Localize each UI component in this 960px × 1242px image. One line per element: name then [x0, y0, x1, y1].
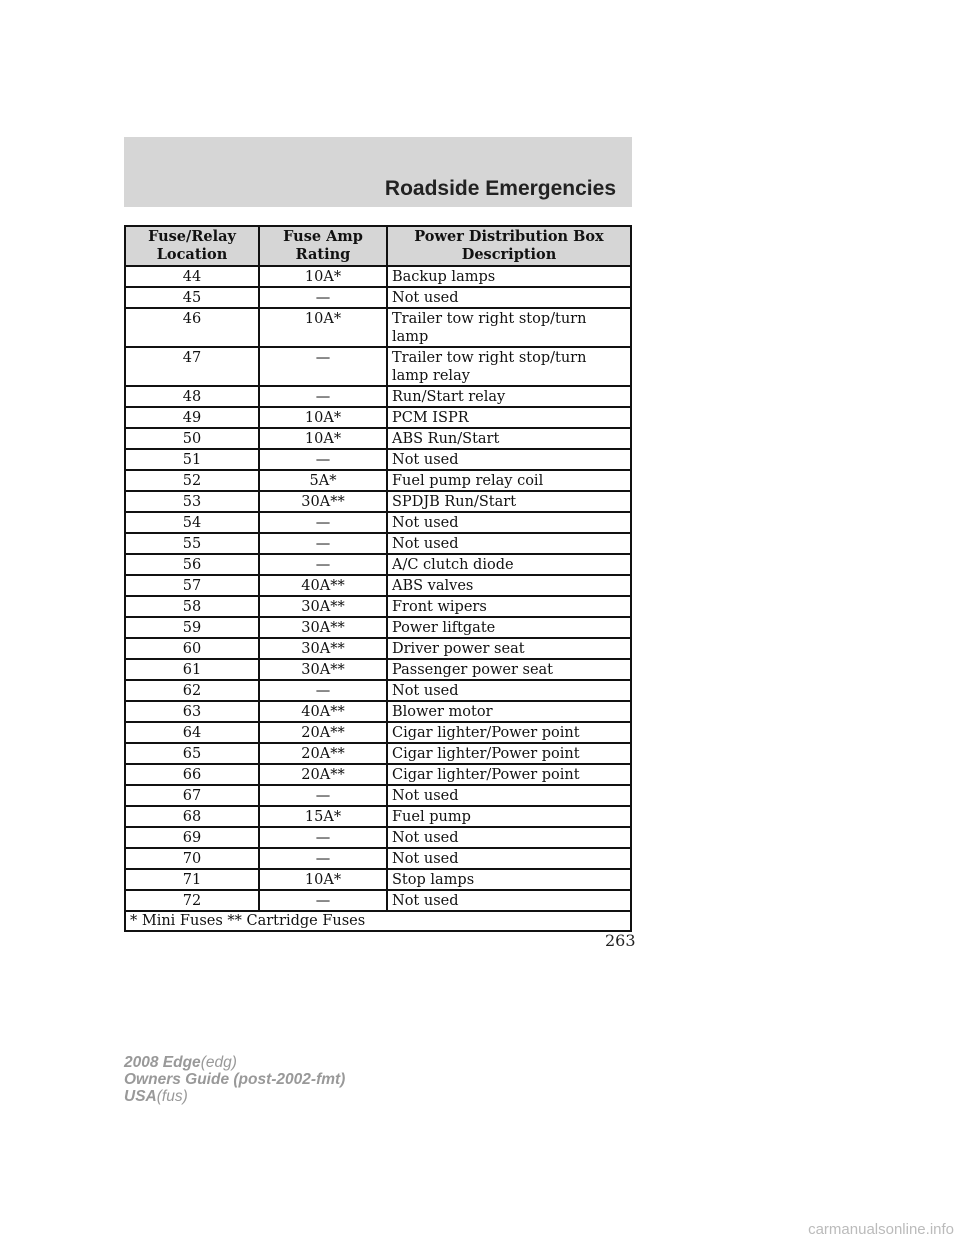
cell-location: 66	[125, 764, 259, 785]
table-row	[125, 596, 631, 617]
header-location-line1: Fuse/Relay	[148, 228, 236, 245]
cell-amp-rating: —	[259, 287, 387, 308]
cell-amp-rating: —	[259, 533, 387, 554]
table-row	[125, 575, 631, 596]
cell-description: Run/Start relay	[387, 386, 631, 407]
cell-description: A/C clutch diode	[387, 554, 631, 575]
table-row	[125, 470, 631, 491]
table-row	[125, 785, 631, 806]
cell-location: 70	[125, 848, 259, 869]
table-footnote: * Mini Fuses ** Cartridge Fuses	[125, 911, 631, 931]
column-header-location	[125, 226, 259, 266]
cell-location: 54	[125, 512, 259, 533]
table-row	[125, 266, 631, 287]
cell-amp-rating: —	[259, 554, 387, 575]
cell-location: 60	[125, 638, 259, 659]
cell-description: Not used	[387, 287, 631, 308]
cell-description: Driver power seat	[387, 638, 631, 659]
footer-market-code: (fus)	[156, 1088, 188, 1105]
cell-description: Not used	[387, 827, 631, 848]
table-row	[125, 449, 631, 470]
cell-location: 56	[125, 554, 259, 575]
cell-location: 65	[125, 743, 259, 764]
cell-description: PCM ISPR	[387, 407, 631, 428]
cell-description: Blower motor	[387, 701, 631, 722]
table-footnote-row	[125, 911, 631, 931]
table-row	[125, 890, 631, 911]
cell-amp-rating: 40A**	[259, 701, 387, 722]
column-header-description	[387, 226, 631, 266]
cell-location: 62	[125, 680, 259, 701]
cell-amp-rating: 30A**	[259, 638, 387, 659]
cell-description: ABS valves	[387, 575, 631, 596]
document-footer	[124, 1054, 345, 1105]
cell-amp-rating: 10A*	[259, 428, 387, 449]
footer-model-code: (edg)	[200, 1054, 237, 1071]
cell-description: Passenger power seat	[387, 659, 631, 680]
cell-amp-rating: —	[259, 785, 387, 806]
cell-location: 61	[125, 659, 259, 680]
table-row	[125, 806, 631, 827]
cell-amp-rating: 15A*	[259, 806, 387, 827]
table-row	[125, 491, 631, 512]
cell-amp-rating: —	[259, 890, 387, 911]
cell-description: Front wipers	[387, 596, 631, 617]
cell-amp-rating: 30A**	[259, 659, 387, 680]
cell-description: Cigar lighter/Power point	[387, 764, 631, 785]
cell-amp-rating: 30A**	[259, 491, 387, 512]
cell-location: 69	[125, 827, 259, 848]
cell-location: 46	[125, 308, 259, 347]
footer-guide: Owners Guide (post-2002-fmt)	[124, 1071, 346, 1088]
header-location-line2: Location	[156, 246, 228, 263]
cell-amp-rating: —	[259, 386, 387, 407]
cell-amp-rating: 10A*	[259, 869, 387, 890]
cell-description: Cigar lighter/Power point	[387, 722, 631, 743]
cell-location: 44	[125, 266, 259, 287]
table-row	[125, 743, 631, 764]
cell-description: Cigar lighter/Power point	[387, 743, 631, 764]
cell-location: 53	[125, 491, 259, 512]
cell-amp-rating: 40A**	[259, 575, 387, 596]
table-row	[125, 407, 631, 428]
cell-location: 45	[125, 287, 259, 308]
watermark: carmanualsonline.info	[808, 1221, 954, 1238]
cell-description: Not used	[387, 785, 631, 806]
cell-amp-rating: 30A**	[259, 617, 387, 638]
section-header-band	[124, 137, 632, 207]
table-row	[125, 827, 631, 848]
cell-amp-rating: 20A**	[259, 764, 387, 785]
cell-amp-rating: —	[259, 512, 387, 533]
cell-description: Not used	[387, 848, 631, 869]
footer-model: 2008 Edge	[124, 1054, 201, 1071]
cell-location: 50	[125, 428, 259, 449]
cell-amp-rating: —	[259, 347, 387, 386]
cell-location: 58	[125, 596, 259, 617]
cell-description: Not used	[387, 449, 631, 470]
table-row	[125, 701, 631, 722]
header-amp-line2: Rating	[295, 246, 351, 263]
cell-amp-rating: 10A*	[259, 407, 387, 428]
cell-location: 48	[125, 386, 259, 407]
cell-amp-rating: 20A**	[259, 743, 387, 764]
cell-location: 51	[125, 449, 259, 470]
table-row	[125, 512, 631, 533]
cell-amp-rating: 10A*	[259, 308, 387, 347]
cell-location: 47	[125, 347, 259, 386]
table-row	[125, 869, 631, 890]
table-row	[125, 617, 631, 638]
cell-location: 63	[125, 701, 259, 722]
cell-description: Stop lamps	[387, 869, 631, 890]
table-row	[125, 848, 631, 869]
table-header-row	[125, 226, 631, 266]
cell-description: Not used	[387, 512, 631, 533]
cell-description: Trailer tow right stop/turn lamp relay	[387, 347, 631, 386]
header-amp-line1: Fuse Amp	[283, 228, 363, 245]
cell-description: SPDJB Run/Start	[387, 491, 631, 512]
cell-description: Power liftgate	[387, 617, 631, 638]
table-body	[125, 266, 631, 911]
cell-description: Not used	[387, 890, 631, 911]
cell-description: Not used	[387, 533, 631, 554]
section-title: Roadside Emergencies	[384, 177, 616, 200]
cell-location: 55	[125, 533, 259, 554]
cell-location: 64	[125, 722, 259, 743]
table-row	[125, 764, 631, 785]
cell-amp-rating: 5A*	[259, 470, 387, 491]
table-row	[125, 347, 631, 386]
cell-location: 67	[125, 785, 259, 806]
cell-amp-rating: —	[259, 449, 387, 470]
cell-location: 59	[125, 617, 259, 638]
cell-location: 68	[125, 806, 259, 827]
table-row	[125, 554, 631, 575]
cell-location: 72	[125, 890, 259, 911]
header-desc-line2: Description	[461, 246, 557, 263]
cell-description: Fuel pump	[387, 806, 631, 827]
table-row	[125, 722, 631, 743]
cell-description: Not used	[387, 680, 631, 701]
table-row	[125, 308, 631, 347]
cell-amp-rating: —	[259, 827, 387, 848]
cell-description: ABS Run/Start	[387, 428, 631, 449]
cell-amp-rating: —	[259, 680, 387, 701]
table-row	[125, 533, 631, 554]
cell-amp-rating: 20A**	[259, 722, 387, 743]
cell-description: Trailer tow right stop/turn lamp	[387, 308, 631, 347]
header-desc-line1: Power Distribution Box	[414, 228, 604, 245]
column-header-amp-rating	[259, 226, 387, 266]
table-row	[125, 638, 631, 659]
table-row	[125, 659, 631, 680]
cell-location: 71	[125, 869, 259, 890]
table-row	[125, 287, 631, 308]
fuse-table	[124, 225, 632, 932]
cell-location: 49	[125, 407, 259, 428]
page-number: 263	[605, 931, 636, 950]
cell-description: Fuel pump relay coil	[387, 470, 631, 491]
table-row	[125, 386, 631, 407]
cell-amp-rating: 30A**	[259, 596, 387, 617]
table-row	[125, 680, 631, 701]
cell-description: Backup lamps	[387, 266, 631, 287]
cell-amp-rating: —	[259, 848, 387, 869]
cell-amp-rating: 10A*	[259, 266, 387, 287]
footer-market: USA	[124, 1088, 157, 1105]
table-row	[125, 428, 631, 449]
cell-location: 52	[125, 470, 259, 491]
cell-location: 57	[125, 575, 259, 596]
